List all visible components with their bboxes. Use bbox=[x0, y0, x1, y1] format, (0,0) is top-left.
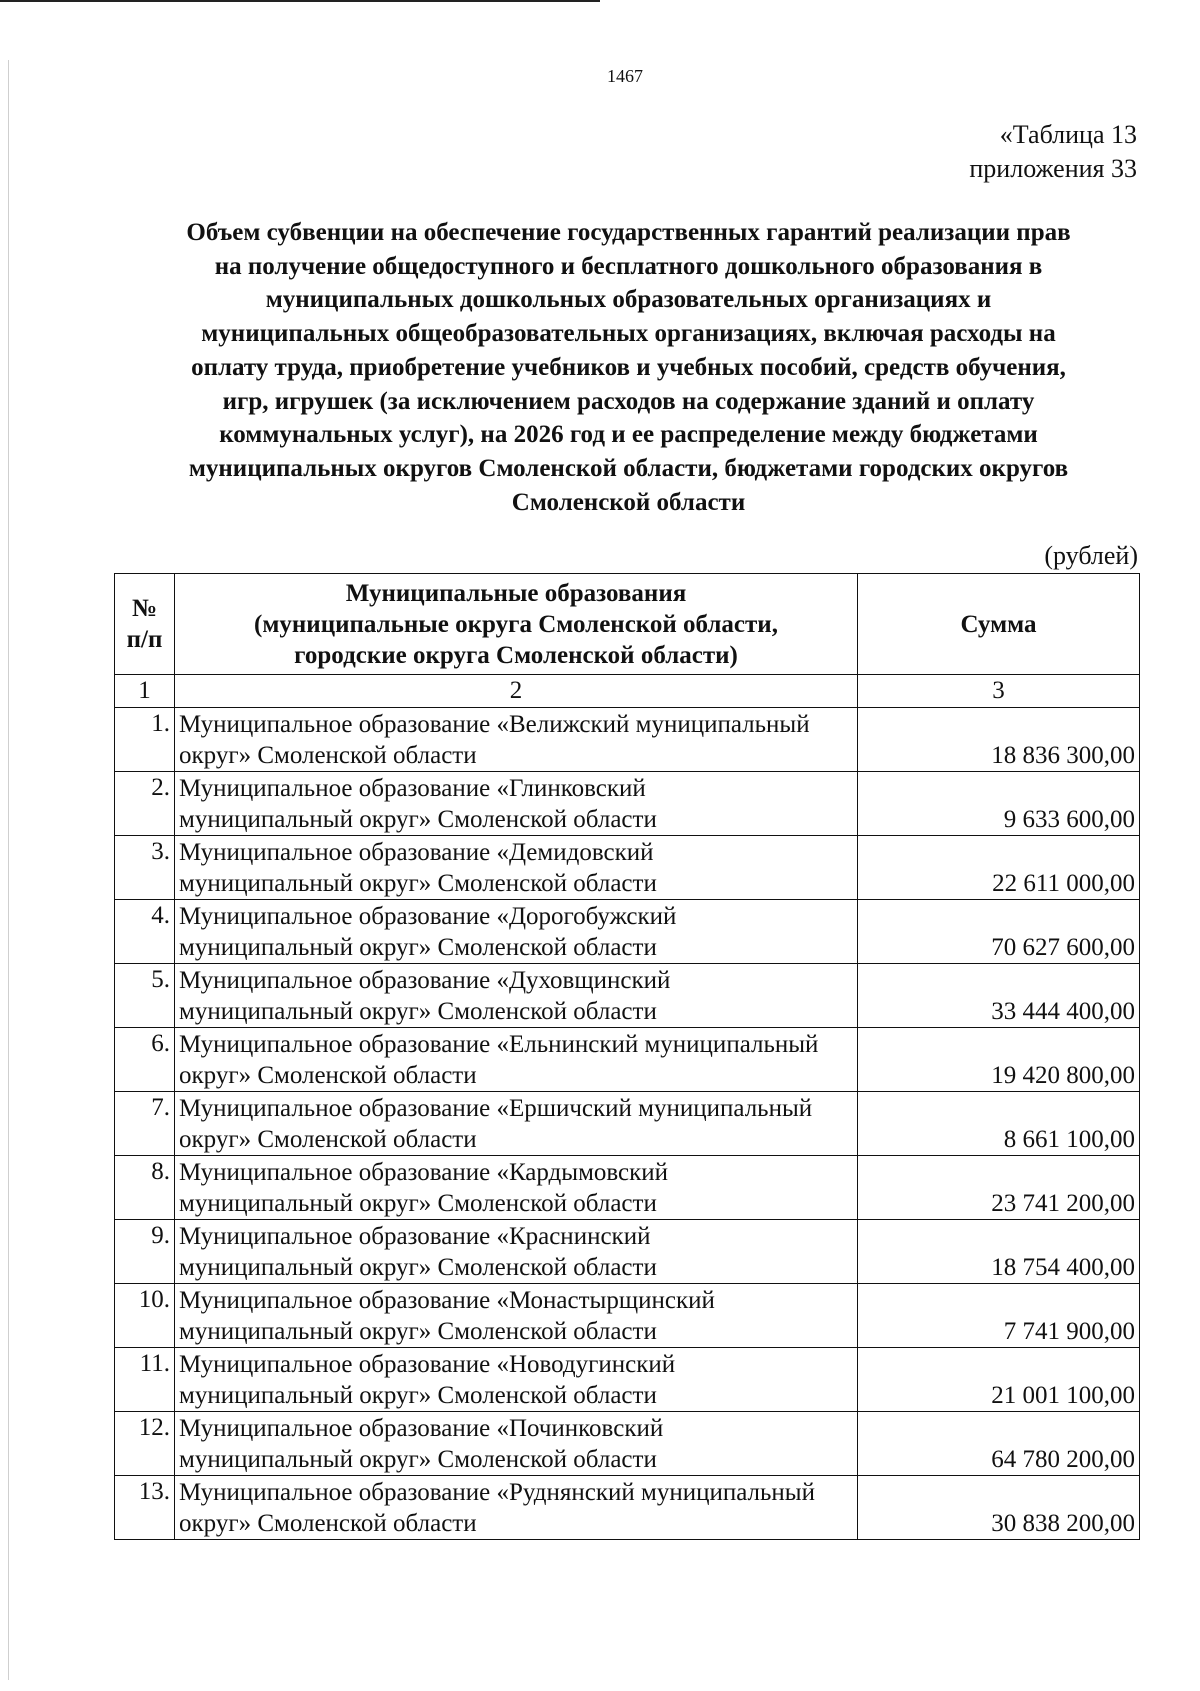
row-number: 12. bbox=[115, 1412, 175, 1476]
header-number-line: п/п bbox=[126, 626, 163, 653]
subvention-sum: 7 741 900,00 bbox=[858, 1284, 1140, 1348]
header-number bbox=[115, 574, 175, 675]
municipality-name bbox=[175, 1476, 858, 1540]
units-label: (рублей) bbox=[1044, 541, 1138, 570]
table-row bbox=[115, 1028, 1140, 1092]
row-number: 2. bbox=[115, 772, 175, 836]
municipality-name-line: муниципальный округ» Смоленской области bbox=[179, 1190, 657, 1217]
subvention-sum: 18 754 400,00 bbox=[858, 1220, 1140, 1284]
subvention-sum: 30 838 200,00 bbox=[858, 1476, 1140, 1540]
municipality-name bbox=[175, 708, 858, 772]
municipality-name bbox=[175, 1220, 858, 1284]
column-number: 3 bbox=[858, 675, 1140, 708]
title-line: Смоленской области bbox=[511, 488, 746, 516]
municipality-name-line: округ» Смоленской области bbox=[179, 742, 477, 769]
municipality-name bbox=[175, 1092, 858, 1156]
subvention-sum: 22 611 000,00 bbox=[858, 836, 1140, 900]
table-row bbox=[115, 1476, 1140, 1540]
municipality-name-line: Муниципальное образование «Монастырщинский bbox=[179, 1287, 715, 1314]
table-row bbox=[115, 964, 1140, 1028]
municipality-name-line: муниципальный округ» Смоленской области bbox=[179, 1318, 657, 1345]
municipality-name bbox=[175, 772, 858, 836]
subvention-table bbox=[114, 573, 1140, 1540]
row-number: 13. bbox=[115, 1476, 175, 1540]
municipality-name-line: Муниципальное образование «Починковский bbox=[179, 1415, 664, 1442]
scan-edge-top bbox=[0, 0, 600, 2]
header-row bbox=[115, 574, 1140, 675]
header-municipality-line: Муниципальные образования bbox=[345, 579, 687, 607]
municipality-name-line: Муниципальное образование «Дорогобужский bbox=[179, 903, 677, 930]
municipality-name-line: Муниципальное образование «Глинковский bbox=[179, 775, 646, 802]
column-number-row bbox=[115, 675, 1140, 708]
subvention-sum: 70 627 600,00 bbox=[858, 900, 1140, 964]
municipality-name bbox=[175, 900, 858, 964]
title-line: на получение общедоступного и бесплатного дошкольного образования в bbox=[214, 252, 1043, 280]
header-number-line: № bbox=[131, 595, 158, 622]
subvention-sum: 9 633 600,00 bbox=[858, 772, 1140, 836]
table-row bbox=[115, 708, 1140, 772]
header-municipality-line: городские округа Смоленской области) bbox=[294, 641, 738, 669]
municipality-name bbox=[175, 1284, 858, 1348]
municipality-name-line: Муниципальное образование «Руднянский муниципальный bbox=[179, 1479, 815, 1506]
subvention-sum: 18 836 300,00 bbox=[858, 708, 1140, 772]
table-reference-line-1: «Таблица 13 bbox=[999, 120, 1137, 149]
municipality-name bbox=[175, 1028, 858, 1092]
title-line: муниципальных общеобразовательных организациях, включая расходы на bbox=[201, 320, 1056, 348]
municipality-name-line: муниципальный округ» Смоленской области bbox=[179, 1446, 657, 1473]
table-reference-line-2: приложения 33 bbox=[969, 154, 1137, 183]
subvention-sum: 21 001 100,00 bbox=[858, 1348, 1140, 1412]
header-sum: Сумма bbox=[858, 574, 1140, 675]
document-title bbox=[120, 216, 1137, 519]
municipality-name-line: Муниципальное образование «Демидовский bbox=[179, 839, 654, 866]
municipality-name bbox=[175, 1156, 858, 1220]
municipality-name-line: муниципальный округ» Смоленской области bbox=[179, 1382, 657, 1409]
row-number: 3. bbox=[115, 836, 175, 900]
municipality-name-line: муниципальный округ» Смоленской области bbox=[179, 1254, 657, 1281]
table-row bbox=[115, 900, 1140, 964]
municipality-name-line: округ» Смоленской области bbox=[179, 1062, 477, 1089]
subvention-sum: 8 661 100,00 bbox=[858, 1092, 1140, 1156]
scan-edge-left bbox=[8, 60, 9, 1680]
column-number: 2 bbox=[175, 675, 858, 708]
municipality-name-line: Муниципальное образование «Краснинский bbox=[179, 1223, 651, 1250]
municipality-name bbox=[175, 1348, 858, 1412]
municipality-name-line: Муниципальное образование «Духовщинский bbox=[179, 967, 671, 994]
table-row bbox=[115, 1348, 1140, 1412]
title-line: коммунальных услуг), на 2026 год и ее распределение между бюджетами bbox=[219, 421, 1038, 449]
table-row bbox=[115, 1092, 1140, 1156]
municipality-name-line: Муниципальное образование «Ершичский муниципальный bbox=[179, 1095, 813, 1122]
municipality-name-line: Муниципальное образование «Кардымовский bbox=[179, 1159, 669, 1186]
municipality-name-line: муниципальный округ» Смоленской области bbox=[179, 870, 657, 897]
municipality-name-line: округ» Смоленской области bbox=[179, 1510, 477, 1537]
table-row bbox=[115, 1412, 1140, 1476]
row-number: 8. bbox=[115, 1156, 175, 1220]
row-number: 5. bbox=[115, 964, 175, 1028]
municipality-name bbox=[175, 836, 858, 900]
header-municipality-line: (муниципальные округа Смоленской области, bbox=[254, 610, 778, 638]
subvention-sum: 19 420 800,00 bbox=[858, 1028, 1140, 1092]
row-number: 4. bbox=[115, 900, 175, 964]
table-row bbox=[115, 772, 1140, 836]
table-row bbox=[115, 1156, 1140, 1220]
column-number: 1 bbox=[115, 675, 175, 708]
municipality-name-line: Муниципальное образование «Новодугинский bbox=[179, 1351, 676, 1378]
municipality-name bbox=[175, 964, 858, 1028]
municipality-name-line: муниципальный округ» Смоленской области bbox=[179, 998, 657, 1025]
table-row bbox=[115, 1220, 1140, 1284]
row-number: 6. bbox=[115, 1028, 175, 1092]
municipality-name-line: округ» Смоленской области bbox=[179, 1126, 477, 1153]
municipality-name bbox=[175, 1412, 858, 1476]
row-number: 7. bbox=[115, 1092, 175, 1156]
title-line: муниципальных округов Смоленской области, бюджетами городских округов bbox=[188, 454, 1069, 482]
title-line: муниципальных дошкольных образовательных организациях и bbox=[265, 286, 992, 314]
municipality-name-line: муниципальный округ» Смоленской области bbox=[179, 806, 657, 833]
title-line: игр, игрушек (за исключением расходов на содержание зданий и оплату bbox=[222, 387, 1035, 415]
table-row bbox=[115, 836, 1140, 900]
table-row bbox=[115, 1284, 1140, 1348]
header-municipality bbox=[175, 574, 858, 675]
municipality-name-line: Муниципальное образование «Велижский муниципальный bbox=[179, 711, 810, 738]
municipality-name-line: Муниципальное образование «Ельнинский муниципальный bbox=[179, 1031, 819, 1058]
table-reference bbox=[969, 118, 1137, 186]
page-number: 1467 bbox=[607, 66, 643, 86]
title-line: Объем субвенции на обеспечение государственных гарантий реализации прав bbox=[186, 219, 1071, 246]
row-number: 11. bbox=[115, 1348, 175, 1412]
row-number: 1. bbox=[115, 708, 175, 772]
subvention-sum: 33 444 400,00 bbox=[858, 964, 1140, 1028]
subvention-sum: 64 780 200,00 bbox=[858, 1412, 1140, 1476]
subvention-sum: 23 741 200,00 bbox=[858, 1156, 1140, 1220]
municipality-name-line: муниципальный округ» Смоленской области bbox=[179, 934, 657, 961]
row-number: 9. bbox=[115, 1220, 175, 1284]
title-line: оплату труда, приобретение учебников и учебных пособий, средств обучения, bbox=[191, 353, 1066, 381]
row-number: 10. bbox=[115, 1284, 175, 1348]
